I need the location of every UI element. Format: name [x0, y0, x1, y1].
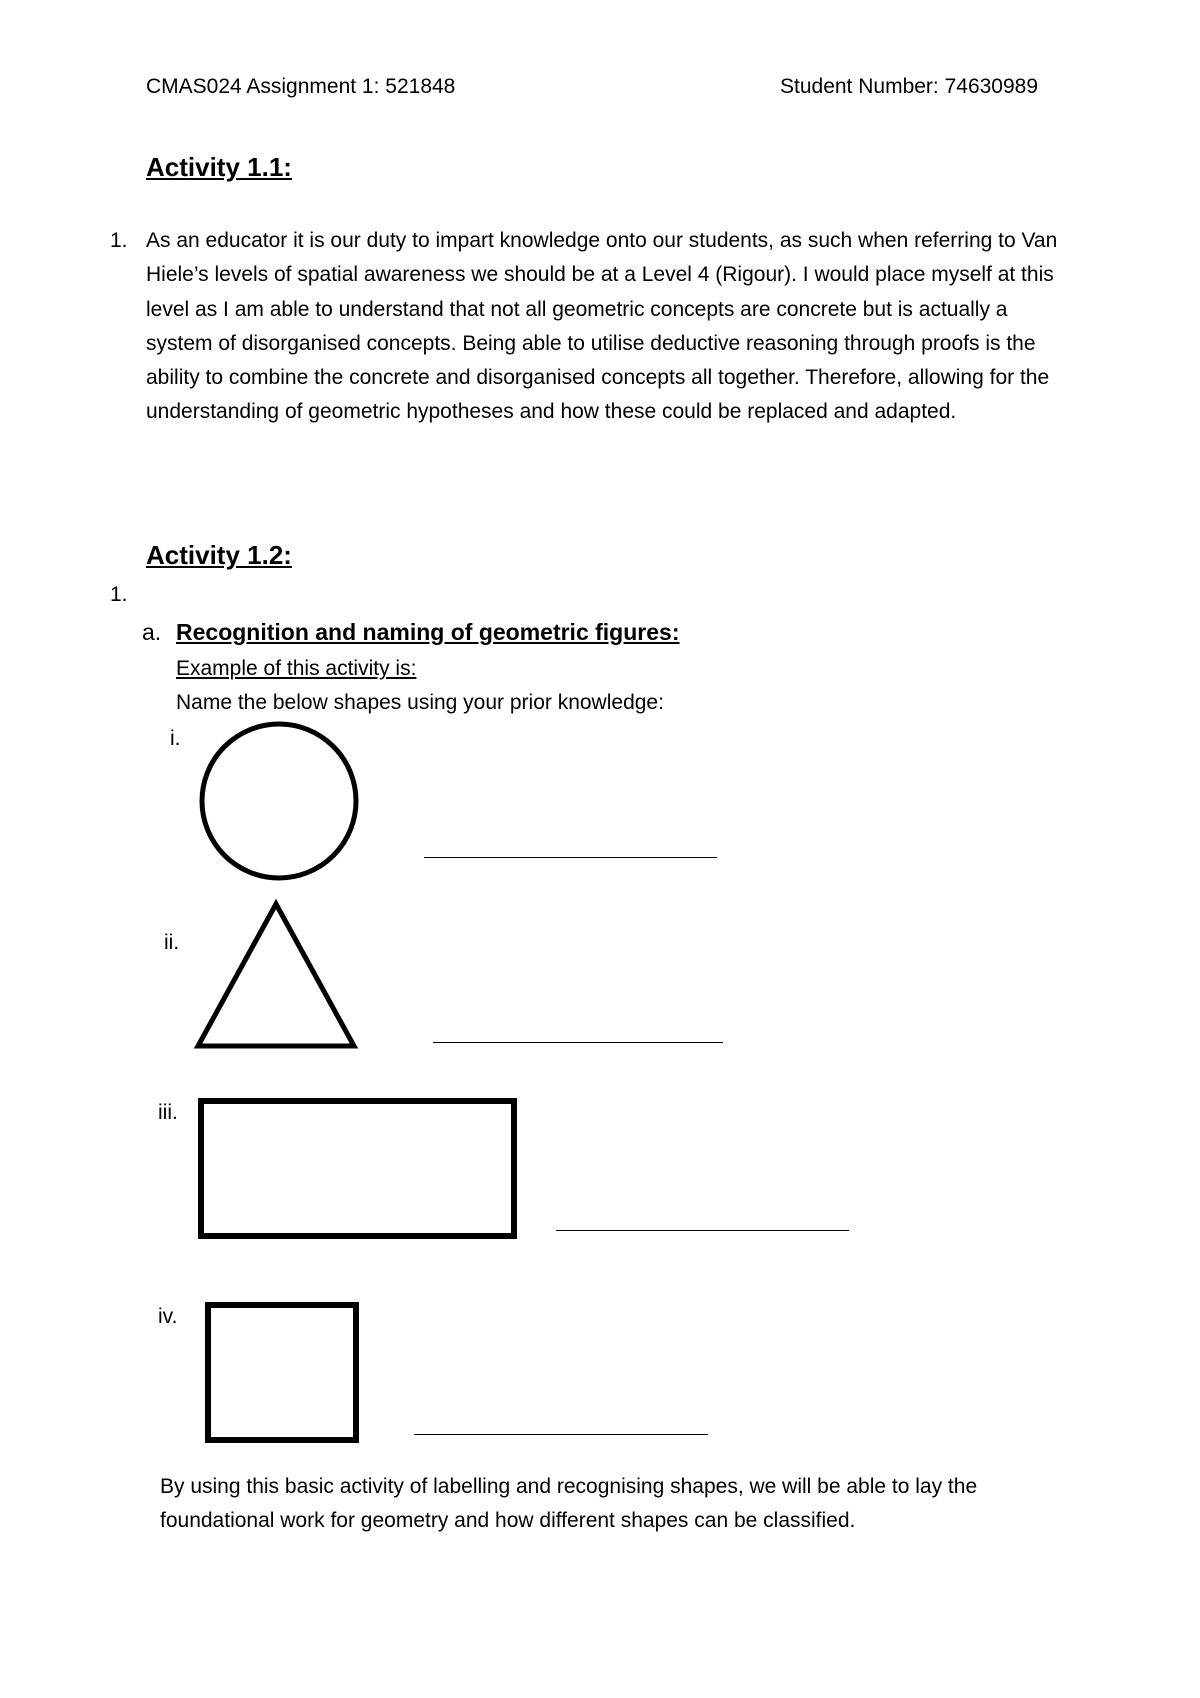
triangle-shape	[192, 898, 360, 1052]
rectangle-shape	[196, 1096, 520, 1242]
activity-1-2-heading: Activity 1.2:	[146, 540, 292, 570]
closing-paragraph: By using this basic activity of labelling and recognising shapes, we will be able to lay the foundational work for geometry and how different shapes can be classified.	[160, 1475, 978, 1532]
answer-blank-ii[interactable]	[433, 1042, 723, 1043]
shape-numeral-iv: iv.	[158, 1305, 178, 1328]
header-assignment-code: CMAS024 Assignment 1: 521848	[146, 75, 456, 98]
activity-1-1-paragraph: As an educator it is our duty to impart knowledge onto our students, as such when referring to Van Hiele’s levels of spatial awareness we should be at a Level 4 (Rigour). I would place myself at this level as I am able to understand that not all geometric concepts are concrete but is actually a system of disorganised concepts. Being able to utilise deductive reasoning through proofs is the ability to combine the concrete and disorganised concepts all together. Therefore, allowing for the understanding of geometric hypotheses and how these could be replaced and adapted.	[146, 229, 1058, 424]
sub-item-title: Recognition and naming of geometric figures:	[176, 619, 680, 645]
example-label: Example of this activity is:	[176, 657, 417, 680]
instruction-text: Name the below shapes using your prior knowledge:	[176, 691, 664, 714]
sub-item-marker: a.	[142, 619, 162, 645]
activity-1-1-heading: Activity 1.1:	[146, 152, 292, 182]
square-shape	[203, 1300, 361, 1446]
answer-blank-iii[interactable]	[556, 1230, 849, 1231]
answer-blank-iv[interactable]	[414, 1434, 708, 1435]
answer-blank-i[interactable]	[424, 857, 717, 858]
shape-numeral-iii: iii.	[158, 1101, 178, 1124]
activity-1-2-item-number: 1.	[110, 583, 128, 606]
header-student-number: Student Number: 74630989	[780, 75, 1039, 98]
activity-1-1-item-number: 1.	[110, 229, 128, 252]
shape-numeral-i: i.	[170, 727, 181, 750]
circle-shape	[196, 718, 362, 884]
shape-numeral-ii: ii.	[164, 931, 180, 954]
